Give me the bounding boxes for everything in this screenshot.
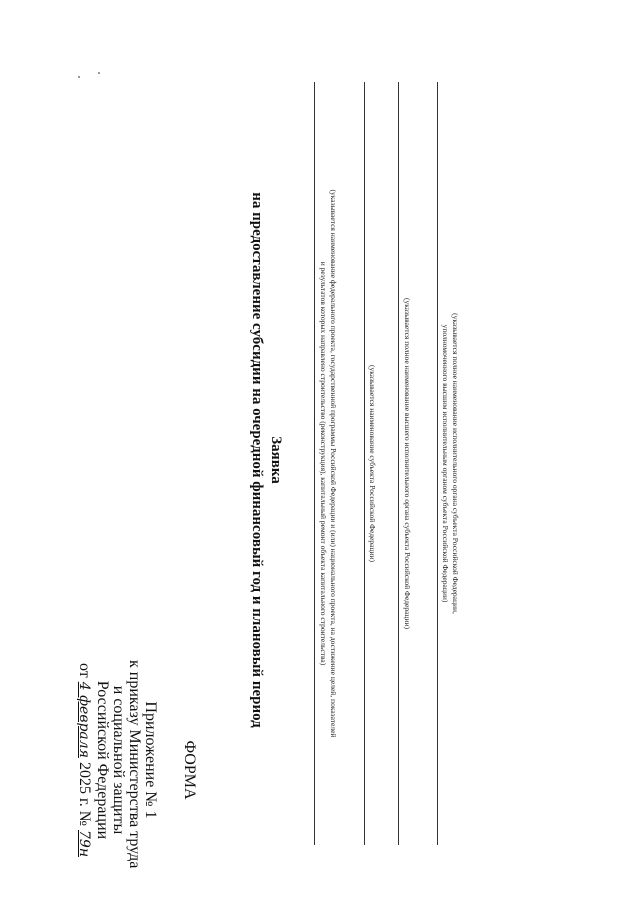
- appendix-line-1: Приложение № 1: [142, 701, 159, 819]
- field-rule-executive-body: [437, 82, 438, 845]
- field-caption-executive-body: (указывается полное наименование исполнительного органа субъекта Российской Федерации, уполномоченного высшим исполнительным органом субъекта Российской Федерации): [441, 313, 460, 614]
- date-prefix: от: [76, 662, 93, 678]
- order-date-line: [76, 660, 92, 860]
- appendix-header: [76, 660, 159, 869]
- appendix-line-2: к приказу Министерства труда: [126, 660, 143, 869]
- document-title: [247, 40, 285, 880]
- field-rule-higher-executive-body: [398, 82, 399, 845]
- title-line-1: Заявка: [268, 436, 284, 484]
- field-caption-project: (указывается наименование федерального проекта, государственной программы Российской Федерации и (или) национального проекта, на достижение целей, показателей и результатов которых направлено строительство (реконструкция), капитальный ремонт объекта капитального строительства): [319, 189, 338, 738]
- date-year: 2025 г. №: [76, 761, 93, 826]
- field-rule-subject: [364, 82, 365, 845]
- handwritten-order-number: 79н: [76, 830, 92, 858]
- field-rule-project: [314, 82, 315, 845]
- title-line-2: на предоставление субсидии на очередной финансовый год и плановый период: [249, 192, 265, 728]
- scan-speck: [78, 76, 80, 78]
- field-caption-subject: (указывается наименование субъекта Российской Федерации): [368, 364, 377, 563]
- appendix-line-3: и социальной защиты: [110, 685, 127, 835]
- field-caption-higher-executive-body: (указывается полное наименование высшего исполнительного органа субъекта Российской Федерации): [403, 298, 412, 629]
- forma-label: ФОРМА: [181, 740, 198, 800]
- appendix-line-4: Российской Федерации: [94, 680, 111, 840]
- scan-speck: [98, 72, 100, 74]
- handwritten-date: 4 февраля: [76, 681, 92, 758]
